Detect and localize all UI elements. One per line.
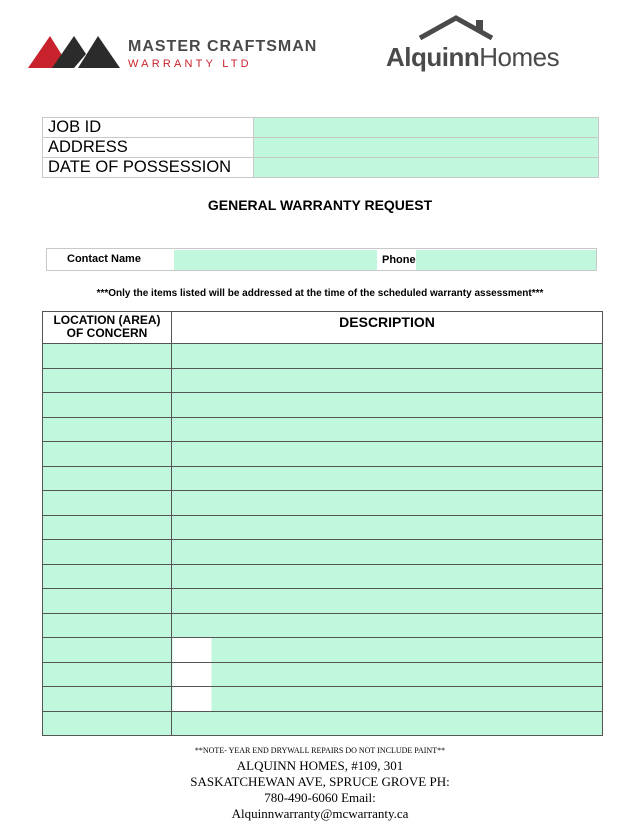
items-note: ***Only the items listed will be addressed at the time of the scheduled warranty assessment*** — [96, 288, 544, 299]
location-cell[interactable] — [43, 368, 172, 393]
table-row — [43, 540, 603, 565]
location-header-line2: OF CONCERN — [66, 326, 148, 340]
alquinn-wordmark-bold: Alquinn — [386, 42, 480, 72]
table-row — [43, 368, 603, 393]
master-craftsman-logo — [28, 32, 328, 76]
location-cell[interactable] — [43, 564, 172, 589]
location-cell[interactable] — [43, 589, 172, 614]
location-cell[interactable] — [43, 344, 172, 369]
date-of-possession-label: DATE OF POSSESSION — [43, 158, 254, 178]
address-row — [43, 138, 599, 158]
footer-address-line: SASKATCHEWAN AVE, SPRUCE GROVE PH: — [190, 774, 450, 789]
footer-address — [0, 758, 640, 822]
table-row — [43, 687, 603, 712]
contact-name-field[interactable] — [174, 250, 377, 270]
location-cell[interactable] — [43, 613, 172, 638]
contact-name-label: Contact Name — [67, 253, 141, 265]
description-cell[interactable] — [172, 368, 603, 393]
description-cell[interactable] — [172, 466, 603, 491]
location-cell[interactable] — [43, 687, 172, 712]
table-row — [43, 417, 603, 442]
description-cell[interactable] — [172, 589, 603, 614]
footer-email-line: Alquinnwarranty@mcwarranty.ca — [231, 806, 409, 821]
job-id-row — [43, 118, 599, 138]
description-cell[interactable] — [172, 662, 603, 687]
table-header-row — [43, 312, 603, 344]
warranty-items-table — [42, 311, 603, 736]
location-cell[interactable] — [43, 442, 172, 467]
description-cell[interactable] — [172, 613, 603, 638]
alquinn-homes-wordmark — [386, 42, 559, 73]
house-roof-icon — [418, 14, 498, 40]
master-craftsman-subtitle: WARRANTY LTD — [128, 58, 252, 70]
table-row — [43, 662, 603, 687]
address-field[interactable] — [254, 138, 599, 158]
table-row — [43, 564, 603, 589]
description-cell[interactable] — [172, 393, 603, 418]
location-cell[interactable] — [43, 393, 172, 418]
table-row — [43, 515, 603, 540]
master-craftsman-name: MASTER CRAFTSMAN — [128, 38, 318, 55]
table-row — [43, 613, 603, 638]
master-craftsman-mark-icon — [28, 32, 120, 68]
description-header: DESCRIPTION — [172, 312, 603, 344]
location-cell[interactable] — [43, 638, 172, 663]
location-header-line1: LOCATION (AREA) — [53, 313, 161, 327]
description-cell[interactable] — [172, 515, 603, 540]
address-label: ADDRESS — [43, 138, 254, 158]
date-of-possession-field[interactable] — [254, 158, 599, 178]
job-id-field[interactable] — [254, 118, 599, 138]
phone-field[interactable] — [416, 250, 596, 270]
table-row — [43, 491, 603, 516]
location-cell[interactable] — [43, 540, 172, 565]
description-cell[interactable] — [172, 540, 603, 565]
table-row — [43, 442, 603, 467]
paint-note: **NOTE- YEAR END DRYWALL REPAIRS DO NOT INCLUDE PAINT** — [194, 746, 446, 755]
description-cell[interactable] — [172, 344, 603, 369]
location-header — [43, 312, 172, 344]
location-cell[interactable] — [43, 417, 172, 442]
phone-label: Phone — [382, 254, 416, 266]
description-cell[interactable] — [172, 564, 603, 589]
description-cell[interactable] — [172, 491, 603, 516]
table-row — [43, 466, 603, 491]
location-cell[interactable] — [43, 466, 172, 491]
date-of-possession-row — [43, 158, 599, 178]
table-row — [43, 589, 603, 614]
table-row — [43, 638, 603, 663]
description-cell[interactable] — [172, 687, 603, 712]
location-cell[interactable] — [43, 711, 172, 736]
location-cell[interactable] — [43, 662, 172, 687]
description-cell[interactable] — [172, 711, 603, 736]
description-cell[interactable] — [172, 417, 603, 442]
job-info-table — [42, 117, 599, 178]
contact-row — [46, 248, 597, 271]
footer-address-line: 780-490-6060 Email: — [264, 790, 376, 805]
table-row — [43, 344, 603, 369]
job-id-label: JOB ID — [43, 118, 254, 138]
location-cell[interactable] — [43, 515, 172, 540]
table-row — [43, 393, 603, 418]
description-cell[interactable] — [172, 442, 603, 467]
alquinn-homes-logo — [386, 14, 586, 74]
footer-address-line: ALQUINN HOMES, #109, 301 — [236, 758, 404, 773]
location-cell[interactable] — [43, 491, 172, 516]
homes-wordmark-light: Homes — [479, 42, 560, 72]
description-cell[interactable] — [172, 638, 603, 663]
table-row — [43, 711, 603, 736]
warranty-table-body — [43, 344, 603, 736]
form-title: GENERAL WARRANTY REQUEST — [207, 197, 433, 213]
